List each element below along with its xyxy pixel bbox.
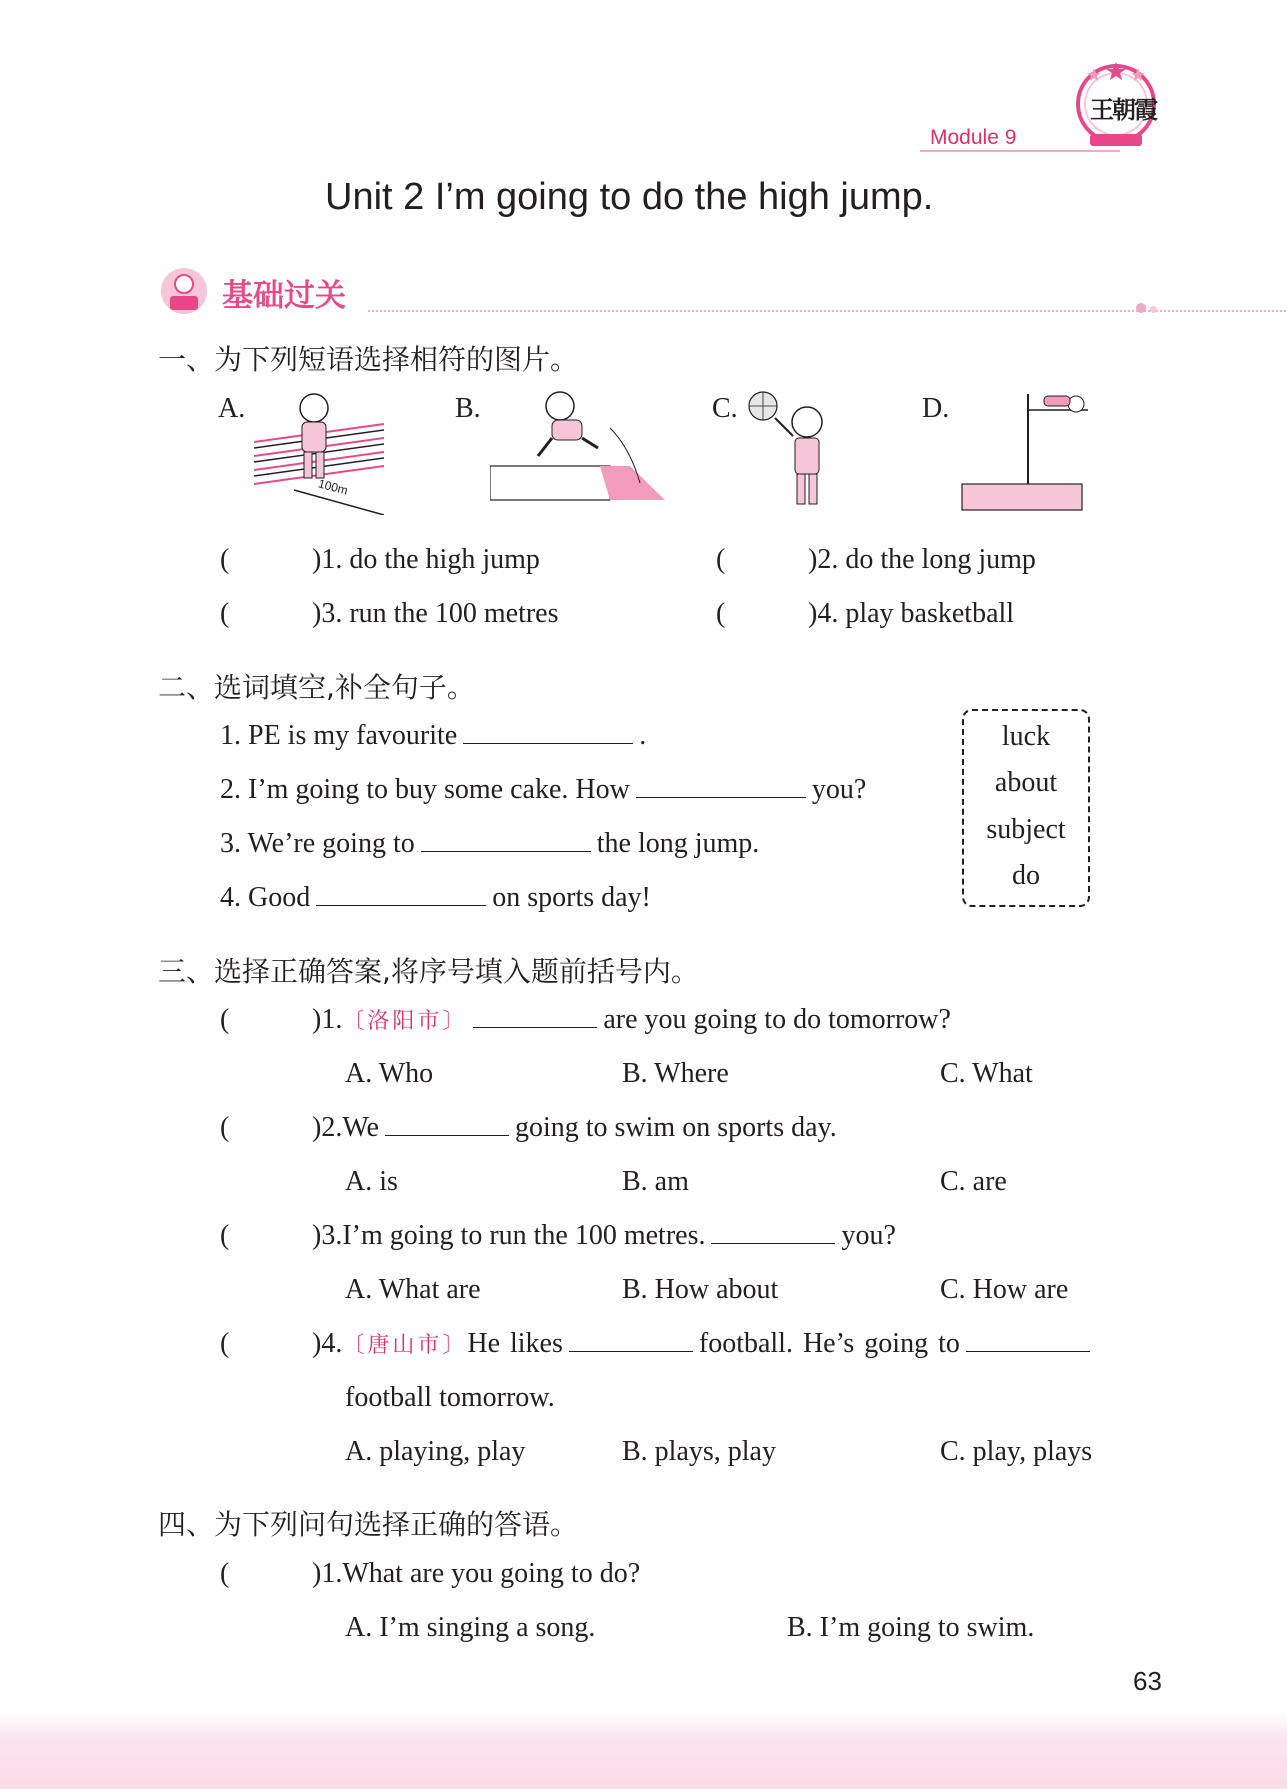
unit-title: Unit 2 I’m going to do the high jump. (325, 176, 934, 218)
picture-letter-d: D. (922, 393, 950, 424)
part3-question-3 (220, 1220, 896, 1252)
option-c[interactable]: C. play, plays (940, 1436, 1093, 1467)
part2-title: 二、选词填空,补全句子。 (158, 671, 475, 704)
option-a[interactable]: A. What are (345, 1274, 481, 1305)
word-box (962, 709, 1090, 907)
fill-blank[interactable] (966, 1350, 1090, 1352)
section-banner (158, 266, 1158, 316)
question-number: )1. (312, 1558, 343, 1589)
part3-question-1 (220, 1004, 951, 1036)
option-a[interactable]: A. is (345, 1166, 398, 1197)
fill-blank[interactable] (385, 1134, 509, 1136)
question-number: )3. (312, 1220, 343, 1251)
answer-paren-close: ) (312, 598, 322, 629)
word-box-word: subject (986, 814, 1066, 845)
sentence-before: 4. Good (220, 882, 311, 913)
sentence-before: 1. PE is my favourite (220, 720, 458, 751)
option-b[interactable]: B. I’m going to swim. (787, 1612, 1035, 1643)
option-b[interactable]: B. plays, play (622, 1436, 776, 1467)
part2-sentence-4 (220, 882, 651, 914)
answer-paren-open[interactable]: ( (220, 544, 230, 575)
question-text: What are you going to do? (342, 1558, 641, 1589)
question-middle: football. He’s going to (698, 1328, 960, 1359)
fill-blank[interactable] (711, 1242, 835, 1244)
running-race-picture (254, 390, 389, 515)
option-a[interactable]: A. Who (345, 1058, 434, 1089)
word-box-word: luck (1001, 721, 1051, 752)
option-c[interactable]: C. How are (940, 1274, 1069, 1305)
question-after: you? (841, 1220, 896, 1251)
module-label: Module 9 (930, 126, 1017, 149)
question-before: He likes (467, 1328, 563, 1359)
item-text: 2. do the long jump (817, 544, 1036, 575)
question-after: going to swim on sports day. (514, 1112, 837, 1143)
part3-question-4 (220, 1328, 1096, 1360)
high-jump-picture (960, 388, 1090, 514)
part2-sentence-3 (220, 828, 759, 860)
fill-blank[interactable] (636, 796, 806, 798)
part1-title: 一、为下列短语选择相符的图片。 (158, 343, 579, 376)
part4-question-1 (220, 1558, 640, 1590)
high-jump-icon (960, 388, 1090, 514)
part3-question-2 (220, 1112, 837, 1144)
option-a[interactable]: A. I’m singing a song. (345, 1612, 596, 1643)
question-number: )1. (312, 1004, 343, 1035)
brand-logo (1072, 60, 1160, 156)
picture-letter-c: C. (712, 393, 738, 424)
question-after: are you going to do tomorrow? (603, 1004, 951, 1035)
part4-title: 四、为下列问句选择正确的答语。 (158, 1508, 579, 1541)
part2-sentence-2 (220, 774, 866, 806)
question-number: )2. (312, 1112, 343, 1143)
footer-band (0, 1712, 1287, 1789)
city-tag: 〔洛阳市〕 (342, 1009, 468, 1034)
answer-paren-open[interactable]: ( (220, 1220, 230, 1251)
part1-item-3 (220, 598, 559, 630)
answer-paren-open[interactable]: ( (220, 1004, 230, 1035)
answer-paren-open[interactable]: ( (220, 598, 230, 629)
sentence-after: on sports day! (492, 882, 651, 913)
fill-blank[interactable] (473, 1026, 597, 1028)
part1-item-4 (716, 598, 1014, 630)
option-b[interactable]: B. am (622, 1166, 689, 1197)
fill-blank[interactable] (569, 1350, 693, 1352)
banner-end-dots (1136, 300, 1157, 318)
word-box-word: do (1012, 860, 1040, 891)
question-before: We (342, 1112, 379, 1143)
option-b[interactable]: B. How about (622, 1274, 779, 1305)
sentence-after: . (639, 720, 647, 751)
word-box-word: about (994, 767, 1058, 798)
option-a[interactable]: A. playing, play (345, 1436, 526, 1467)
part1-item-2 (716, 544, 1036, 576)
item-text: 4. play basketball (817, 598, 1015, 629)
answer-paren-close: ) (808, 544, 818, 575)
picture-letter-b: B. (455, 393, 481, 424)
option-c[interactable]: C. are (940, 1166, 1007, 1197)
fill-blank[interactable] (463, 742, 633, 744)
part1-item-1 (220, 544, 540, 576)
item-text: 1. do the high jump (321, 544, 540, 575)
city-tag: 〔唐山市〕 (342, 1333, 468, 1358)
part2-sentence-1 (220, 720, 646, 752)
answer-paren-open[interactable]: ( (220, 1558, 230, 1589)
answer-paren-open[interactable]: ( (716, 598, 726, 629)
long-jump-picture (490, 388, 665, 513)
answer-paren-close: ) (312, 544, 322, 575)
answer-paren-open[interactable]: ( (716, 544, 726, 575)
answer-paren-open[interactable]: ( (220, 1112, 230, 1143)
part3-title: 三、选择正确答案,将序号填入题前括号内。 (158, 955, 699, 988)
running-race-icon (254, 390, 389, 515)
sentence-after: you? (811, 774, 867, 805)
option-c[interactable]: C. What (940, 1058, 1033, 1089)
fill-blank[interactable] (316, 904, 486, 906)
item-text: 3. run the 100 metres (321, 598, 559, 629)
basketball-icon (745, 388, 840, 514)
basketball-picture (745, 388, 840, 514)
answer-paren-open[interactable]: ( (220, 1328, 230, 1359)
sentence-before: 3. We’re going to (220, 828, 415, 859)
picture-letter-a: A. (218, 393, 246, 424)
section-banner-label: 基础过关 (222, 278, 346, 314)
sentence-after: the long jump. (596, 828, 760, 859)
brand-logo-name: 王朝霞 (1090, 95, 1156, 124)
track-distance-label: 100m (316, 476, 350, 498)
option-b[interactable]: B. Where (622, 1058, 729, 1089)
sentence-before: 2. I’m going to buy some cake. How (220, 774, 630, 805)
question-before: I’m going to run the 100 metres. (342, 1220, 706, 1251)
question-continuation: football tomorrow. (345, 1382, 555, 1413)
student-reading-icon (158, 266, 210, 316)
long-jump-icon (490, 388, 665, 513)
answer-paren-close: ) (808, 598, 818, 629)
question-number: )4. (312, 1328, 343, 1359)
page-number: 63 (1133, 1666, 1162, 1696)
fill-blank[interactable] (421, 850, 591, 852)
